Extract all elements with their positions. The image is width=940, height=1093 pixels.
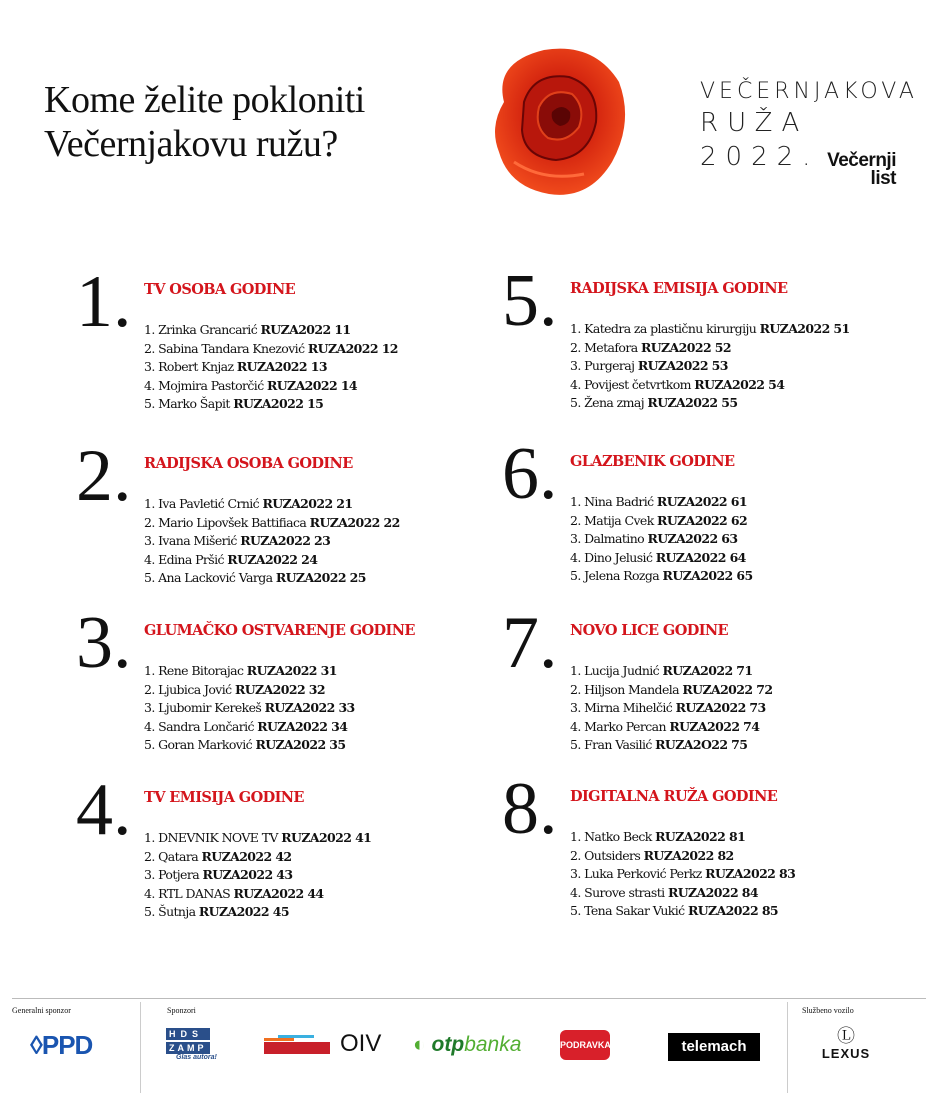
nominee-name: 5. Tena Sakar Vukić: [570, 903, 685, 918]
nominee-item: [144, 866, 371, 885]
sms-code: RUZA2022 63: [647, 531, 738, 546]
nominee-name: 2. Matija Cvek: [570, 512, 654, 528]
nominee-item: [144, 736, 355, 755]
nominee-item: [570, 357, 850, 376]
nominee-item: [570, 493, 753, 512]
nominee-item: [570, 902, 795, 921]
nominee-item: [570, 699, 772, 718]
divider: [787, 1002, 788, 1093]
sms-code: RUZA2022 55: [647, 395, 738, 410]
logo-text: banka: [464, 1033, 522, 1056]
nominee-item: [570, 339, 850, 358]
sms-code: RUZA2022 74: [669, 718, 760, 734]
sms-code: RUZA2022 65: [662, 568, 753, 583]
nominee-name: 1. Iva Pavletić Crnić: [144, 496, 260, 511]
nominee-item: [144, 551, 400, 570]
sms-code: RUZA2022 42: [201, 848, 292, 864]
sms-code: RUZA2022 33: [264, 700, 355, 715]
sms-code: RUZA2O22 75: [655, 737, 748, 752]
nominee-item: [570, 681, 772, 700]
nominee-list: [144, 829, 371, 922]
sms-code: RUZA2022 45: [198, 904, 289, 919]
nominee-item: [144, 358, 398, 377]
logo-text: Glas autora!: [176, 1054, 217, 1061]
nominee-name: 3. Potjera: [144, 867, 200, 882]
category-number: 3.: [76, 602, 132, 684]
sms-code: RUZA2022 73: [675, 700, 766, 715]
nominee-name: 4. Dino Jelusić: [570, 549, 653, 565]
oiv-logo: [264, 1030, 382, 1057]
nominee-item: [144, 718, 355, 737]
nominee-name: 5. Marko Šapit: [144, 396, 230, 411]
nominee-name: 4. Sandra Lončarić: [144, 718, 254, 734]
page-title: [44, 78, 365, 166]
ppd-logo: ◊PPD: [30, 1030, 93, 1060]
nominee-name: 1. Rene Bitorajac: [144, 663, 244, 678]
nominee-item: [570, 662, 772, 681]
logo-text: HDS: [166, 1028, 210, 1040]
sponsors-label: Sponzori: [167, 1006, 196, 1015]
category-title: RADIJSKA EMISIJA GODINE: [570, 280, 788, 297]
nominee-name: 3. Ivana Mišerić: [144, 533, 237, 548]
category-title: TV EMISIJA GODINE: [144, 789, 304, 806]
nominee-name: 1. Lucija Judnić: [570, 663, 660, 678]
nominee-name: 1. DNEVNIK NOVE TV: [144, 830, 278, 845]
category-number: 7.: [502, 602, 558, 684]
nominee-name: 3. Ljubomir Kerekeš: [144, 700, 262, 715]
sms-code: RUZA2022 35: [255, 737, 346, 752]
sms-code: RUZA2022 44: [233, 885, 324, 901]
hds-zamp-logo: [166, 1028, 226, 1061]
nominee-name: 5. Jelena Rozga: [570, 568, 660, 583]
nominee-name: 2. Metafora: [570, 339, 638, 355]
sms-code: RUZA2022 11: [260, 322, 351, 337]
category-number: 5.: [502, 260, 558, 342]
nominee-name: 4. Surove strasti: [570, 884, 665, 900]
nominee-name: 2. Outsiders: [570, 847, 641, 863]
nominee-item: [570, 736, 772, 755]
brand-line: RUŽA 2022.: [700, 108, 820, 172]
nominee-name: 4. Mojmira Pastorčić: [144, 377, 264, 393]
logo-text: list: [870, 168, 896, 189]
category-title: TV OSOBA GODINE: [144, 281, 296, 298]
sms-code: RUZA2022 22: [309, 514, 400, 530]
nominee-item: [144, 495, 400, 514]
category-title: GLUMAČKO OSTVARENJE GODINE: [144, 622, 415, 639]
nominee-item: [144, 340, 398, 359]
nominee-item: [570, 549, 753, 568]
category-1: [76, 261, 476, 421]
nominee-item: [570, 828, 795, 847]
category-8: [502, 768, 902, 928]
category-number: 8.: [502, 768, 558, 850]
category-6: [502, 433, 902, 593]
podravka-logo: [560, 1030, 610, 1060]
category-number: 2.: [76, 435, 132, 517]
nominee-name: 3. Purgeraj: [570, 358, 635, 373]
nominee-item: [570, 512, 753, 531]
sms-code: RUZA2022 84: [667, 884, 758, 900]
sms-code: RUZA2022 15: [233, 396, 324, 411]
nominee-name: 2. Sabina Tandara Knezović: [144, 340, 305, 356]
nominee-item: [144, 699, 355, 718]
category-5: [502, 260, 902, 420]
sms-code: RUZA2022 85: [687, 903, 779, 918]
sms-code: RUZA2022 12: [307, 340, 398, 356]
title-line: Kome želite pokloniti: [44, 79, 365, 121]
category-number: 4.: [76, 769, 132, 851]
logo-text: OIV: [340, 1030, 382, 1057]
nominee-item: [144, 321, 398, 340]
rose-image: [484, 42, 634, 200]
footer-divider: [12, 998, 926, 999]
nominee-name: 2. Hiljson Mandela: [570, 681, 679, 697]
sms-code: RUZA2022 43: [202, 867, 293, 882]
logo-text: ZAMP: [166, 1042, 210, 1054]
sms-code: RUZA2022 32: [234, 681, 325, 697]
logo-text: otp: [431, 1033, 465, 1056]
nominee-list: [144, 662, 355, 755]
nominee-name: 4. Povijest četvrtkom: [570, 376, 691, 392]
category-2: [76, 435, 476, 595]
nominee-item: [144, 514, 400, 533]
sms-code: RUZA2022 81: [655, 829, 746, 844]
nominee-name: 1. Zrinka Grancarić: [144, 322, 258, 337]
nominee-name: 2. Mario Lipovšek Battifiaca: [144, 514, 307, 530]
sms-code: RUZA2022 14: [266, 377, 358, 393]
nominee-name: 3. Luka Perković Perkz: [570, 866, 702, 881]
logo-text: PPD: [41, 1030, 93, 1060]
nominee-name: 1. Nina Badrić: [570, 494, 654, 509]
nominee-name: 4. Marko Percan: [570, 718, 666, 734]
brand-line: VEČERNJAKOVA: [700, 79, 918, 104]
sms-code: RUZA2022 34: [257, 718, 348, 734]
nominee-name: 3. Robert Knjaz: [144, 359, 234, 374]
nominee-item: [144, 377, 398, 396]
nominee-list: [570, 662, 772, 755]
nominee-item: [570, 884, 795, 903]
title-line: Večernjakovu ružu?: [44, 123, 338, 165]
sms-code: RUZA2022 23: [240, 533, 331, 548]
nominee-name: 2. Ljubica Jović: [144, 681, 232, 697]
logo-text: Večernji: [827, 150, 896, 171]
lexus-logo: Ⓛ LEXUS: [806, 1026, 886, 1061]
sms-code: RUZA2022 24: [227, 551, 318, 567]
sms-code: RUZA2022 52: [640, 339, 731, 355]
category-title: GLAZBENIK GODINE: [570, 453, 735, 470]
nominee-name: 1. Natko Beck: [570, 829, 652, 844]
sms-code: RUZA2022 51: [759, 321, 850, 336]
nominee-name: 5. Šutnja: [144, 904, 196, 919]
category-title: NOVO LICE GODINE: [570, 622, 728, 639]
sms-code: RUZA2022 83: [705, 866, 796, 881]
event-brand: [700, 78, 940, 174]
nominee-name: 5. Goran Marković: [144, 737, 253, 752]
nominee-item: [570, 847, 795, 866]
sms-code: RUZA2022 13: [236, 359, 327, 374]
nominee-item: [144, 532, 400, 551]
nominee-item: [570, 394, 850, 413]
nominee-item: [144, 848, 371, 867]
sms-code: RUZA2022 62: [657, 512, 748, 528]
sms-code: RUZA2022 53: [637, 358, 728, 373]
nominee-item: [570, 320, 850, 339]
nominee-item: [144, 885, 371, 904]
sms-code: RUZA2022 71: [662, 663, 753, 678]
category-3: [76, 602, 476, 762]
nominee-item: [570, 718, 772, 737]
nominee-list: [570, 828, 795, 921]
nominee-name: 2. Qatara: [144, 848, 199, 864]
divider: [140, 1002, 141, 1093]
nominee-name: 5. Žena zmaj: [570, 395, 645, 410]
sms-code: RUZA2022 82: [643, 847, 734, 863]
nominee-item: [144, 829, 371, 848]
nominee-item: [144, 903, 371, 922]
nominee-item: [570, 567, 753, 586]
otp-banka-logo: ◐ otpbanka: [413, 1033, 522, 1056]
nominee-name: 5. Fran Vasilić: [570, 737, 652, 752]
category-number: 1.: [76, 261, 132, 343]
category-title: DIGITALNA RUŽA GODINE: [570, 788, 778, 805]
category-title: RADIJSKA OSOBA GODINE: [144, 455, 353, 472]
telemach-logo: [668, 1033, 760, 1061]
logo-text: telemach: [681, 1038, 747, 1055]
sms-code: RUZA2022 72: [682, 681, 773, 697]
sms-code: RUZA2022 21: [262, 496, 353, 511]
nominee-name: 3. Mirna Mihelčić: [570, 700, 673, 715]
general-sponsor-label: Generalni sponzor: [12, 1006, 71, 1015]
nominee-item: [144, 395, 398, 414]
nominee-item: [570, 530, 753, 549]
nominee-name: 1. Katedra za plastičnu kirurgiju: [570, 321, 757, 336]
nominee-name: 4. Edina Pršić: [144, 551, 224, 567]
nominee-name: 3. Dalmatino: [570, 531, 645, 546]
nominee-item: [144, 569, 400, 588]
nominee-name: 4. RTL DANAS: [144, 885, 231, 901]
logo-text: LEXUS: [821, 1046, 871, 1061]
nominee-item: [144, 662, 355, 681]
vecernji-list-logo: [827, 152, 896, 188]
nominee-item: [144, 681, 355, 700]
category-number: 6.: [502, 433, 558, 515]
sms-code: RUZA2022 54: [694, 376, 785, 392]
nominee-item: [570, 865, 795, 884]
sms-code: RUZA2022 25: [275, 570, 366, 585]
nominee-name: 5. Ana Lacković Varga: [144, 570, 273, 585]
sms-code: RUZA2022 31: [246, 663, 337, 678]
sms-code: RUZA2022 41: [281, 830, 372, 845]
official-vehicle-label: Službeno vozilo: [802, 1006, 854, 1015]
category-4: [76, 769, 476, 929]
nominee-list: [144, 495, 400, 588]
nominee-item: [570, 376, 850, 395]
sms-code: RUZA2022 64: [655, 549, 746, 565]
category-7: [502, 602, 902, 762]
sms-code: RUZA2022 61: [656, 494, 747, 509]
nominee-list: [570, 493, 753, 586]
nominee-list: [144, 321, 398, 414]
logo-text: PODRAVKA: [560, 1040, 611, 1050]
nominee-list: [570, 320, 850, 413]
